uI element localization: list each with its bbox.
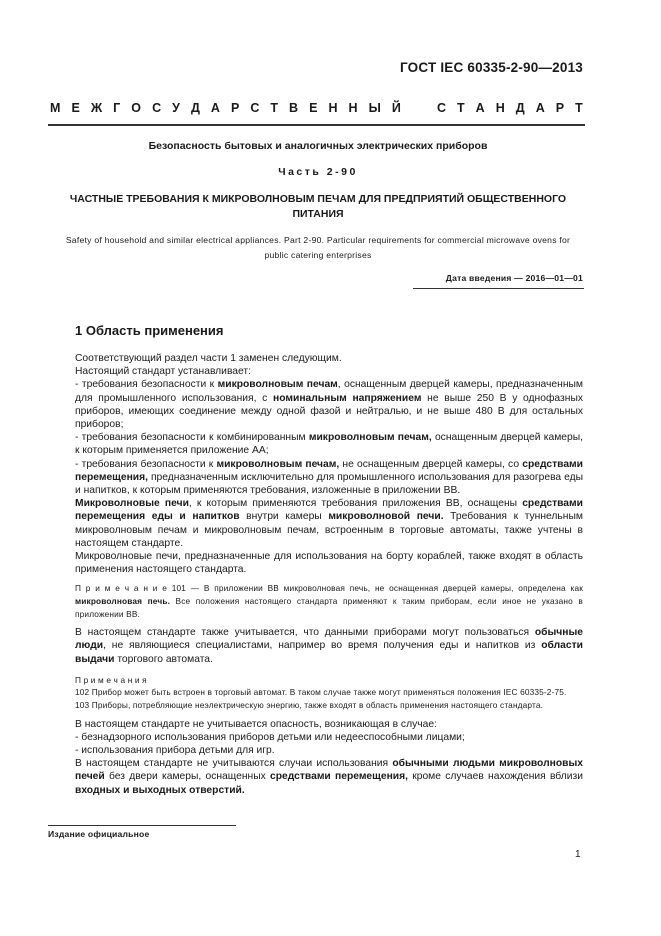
section-body [75,352,583,797]
heading-letter: Ы [368,101,381,115]
heading-letter: У [172,101,180,115]
heading-letter: Н [495,101,505,115]
english-title: Safety of household and similar electrical appliances. Part 2-90. Particular requirements for commercial microwave ovens for public catering enterprises [65,235,571,260]
header-rule [48,124,585,126]
edition-rule [48,825,236,826]
paragraph: В настоящем стандарте не учитываются случаи использования обычными людьми микроволновых печей без двери камеры, оснащенных средствами перемещения, кроме случаев нахождения вблизи входных и выходных отверстий. [75,758,583,796]
list-item: - использования прибора детьми для игр. [75,745,275,757]
heading-letter: Р [230,101,240,115]
list-item: - требования безопасности к микроволновым печам, оснащенным дверцей камеры, предназначенным для промышленного использования, с номинальным напряжением не выше 250 В у однофазных приборов, имеющих соединение между одной фазой и нейтралью, и не выше 480 В для остальных приборов; [75,379,583,431]
heading-letter: С [250,101,260,115]
standard-title: Безопасность бытовых и аналогичных электрических приборов [148,140,488,152]
heading-letter: С [436,101,446,115]
heading-letter: Й [391,101,401,115]
interstate-standard-heading [50,101,583,115]
page-number: 1 [575,849,581,860]
heading-letter: Р [555,101,565,115]
heading-letter: Н [348,101,358,115]
note-102: 102 Прибор может быть встроен в торговый автомат. В таком случае также могут применяться положения IEC 60335-2-75. [75,687,567,698]
heading-letter: А [475,101,485,115]
paragraph: В настоящем стандарте также учитывается, что данными приборами могут пользоваться обычные люди, не являющиеся специалистами, например во время получения еды и напитков из области выдачи торгового автомата. [75,627,583,665]
heading-letter: С [152,101,162,115]
heading-letter: А [210,101,220,115]
introduction-date: Дата введения — 2016—01—01 [445,273,583,283]
heading-letter: Ж [90,101,103,115]
heading-letter: Е [309,101,318,115]
heading-letter: Т [457,101,465,115]
heading-letter: Е [71,101,80,115]
list-item: - требования безопасности к микроволновым печам, не оснащенным дверцей камеры, со средствами перемещения, предназначенным исключительно для промышленного использования для разогрева еды и напитков, к которым применяются требования, изложенные в приложении ВВ. [75,458,583,497]
paragraph: Микроволновые печи, предназначенные для использования на борту кораблей, также входят в область применения настоящего стандарта. [75,551,583,576]
heading-letter: Г [113,101,121,115]
paragraph: Соответствующий раздел части 1 заменен следующим. [75,353,342,364]
heading-letter [412,101,426,115]
paragraph: В настоящем стандарте не учитывается опасность, возникающая в случае: [75,718,437,730]
part-title: ЧАСТНЫЕ ТРЕБОВАНИЯ К МИКРОВОЛНОВЫМ ПЕЧАМ ДЛЯ ПРЕДПРИЯТИЙ ОБЩЕСТВЕННОГО ПИТАНИЯ [69,193,567,220]
heading-letter: Т [270,101,279,115]
heading-letter: Н [328,101,338,115]
paragraph: Микроволновые печи, к которым применяются требования приложения ВВ, оснащены средствами перемещения еды и напитков внутри камеры микроволновой печи. Требования к туннельным микроволновым печам и микроволновым печам, встроенным в торговые автоматы, также учтены в настоящем стандарте. [75,498,583,549]
heading-letter: М [50,101,61,115]
part-label: Часть 2-90 [278,166,358,178]
heading-letter: Д [190,101,200,115]
note-101: П р и м е ч а н и е 101 — В приложении ВВ микроволновая печь, не оснащенная дверцей камеры, определена как микроволновая печь. Все положения настоящего стандарта применяют к таким приборам, если иное не указано в приложении ВВ. [75,583,583,619]
heading-letter: Т [575,101,583,115]
heading-letter: В [289,101,299,115]
heading-letter: А [535,101,545,115]
section-title: 1 Область применения [75,323,224,338]
edition-label: Издание официальное [48,829,150,839]
document-number: ГОСТ IEC 60335-2-90—2013 [399,60,583,75]
paragraph: Настоящий стандарт устанавливает: [75,366,251,378]
list-item: - требования безопасности к комбинированным микроволновым печам, оснащенным дверцей камеры, к которым применяется приложение АА; [75,432,583,457]
date-rule [413,288,584,289]
heading-letter: О [131,101,142,115]
heading-letter: Д [515,101,525,115]
note-103: 103 Приборы, потребляющие неэлектрическую энергию, также входят в область применения настоящего стандарта. [75,700,544,711]
notes-heading: П р и м е ч а н и я [75,674,147,685]
list-item: - безнадзорного использования приборов детьми или недееспособными лицами; [75,731,465,743]
